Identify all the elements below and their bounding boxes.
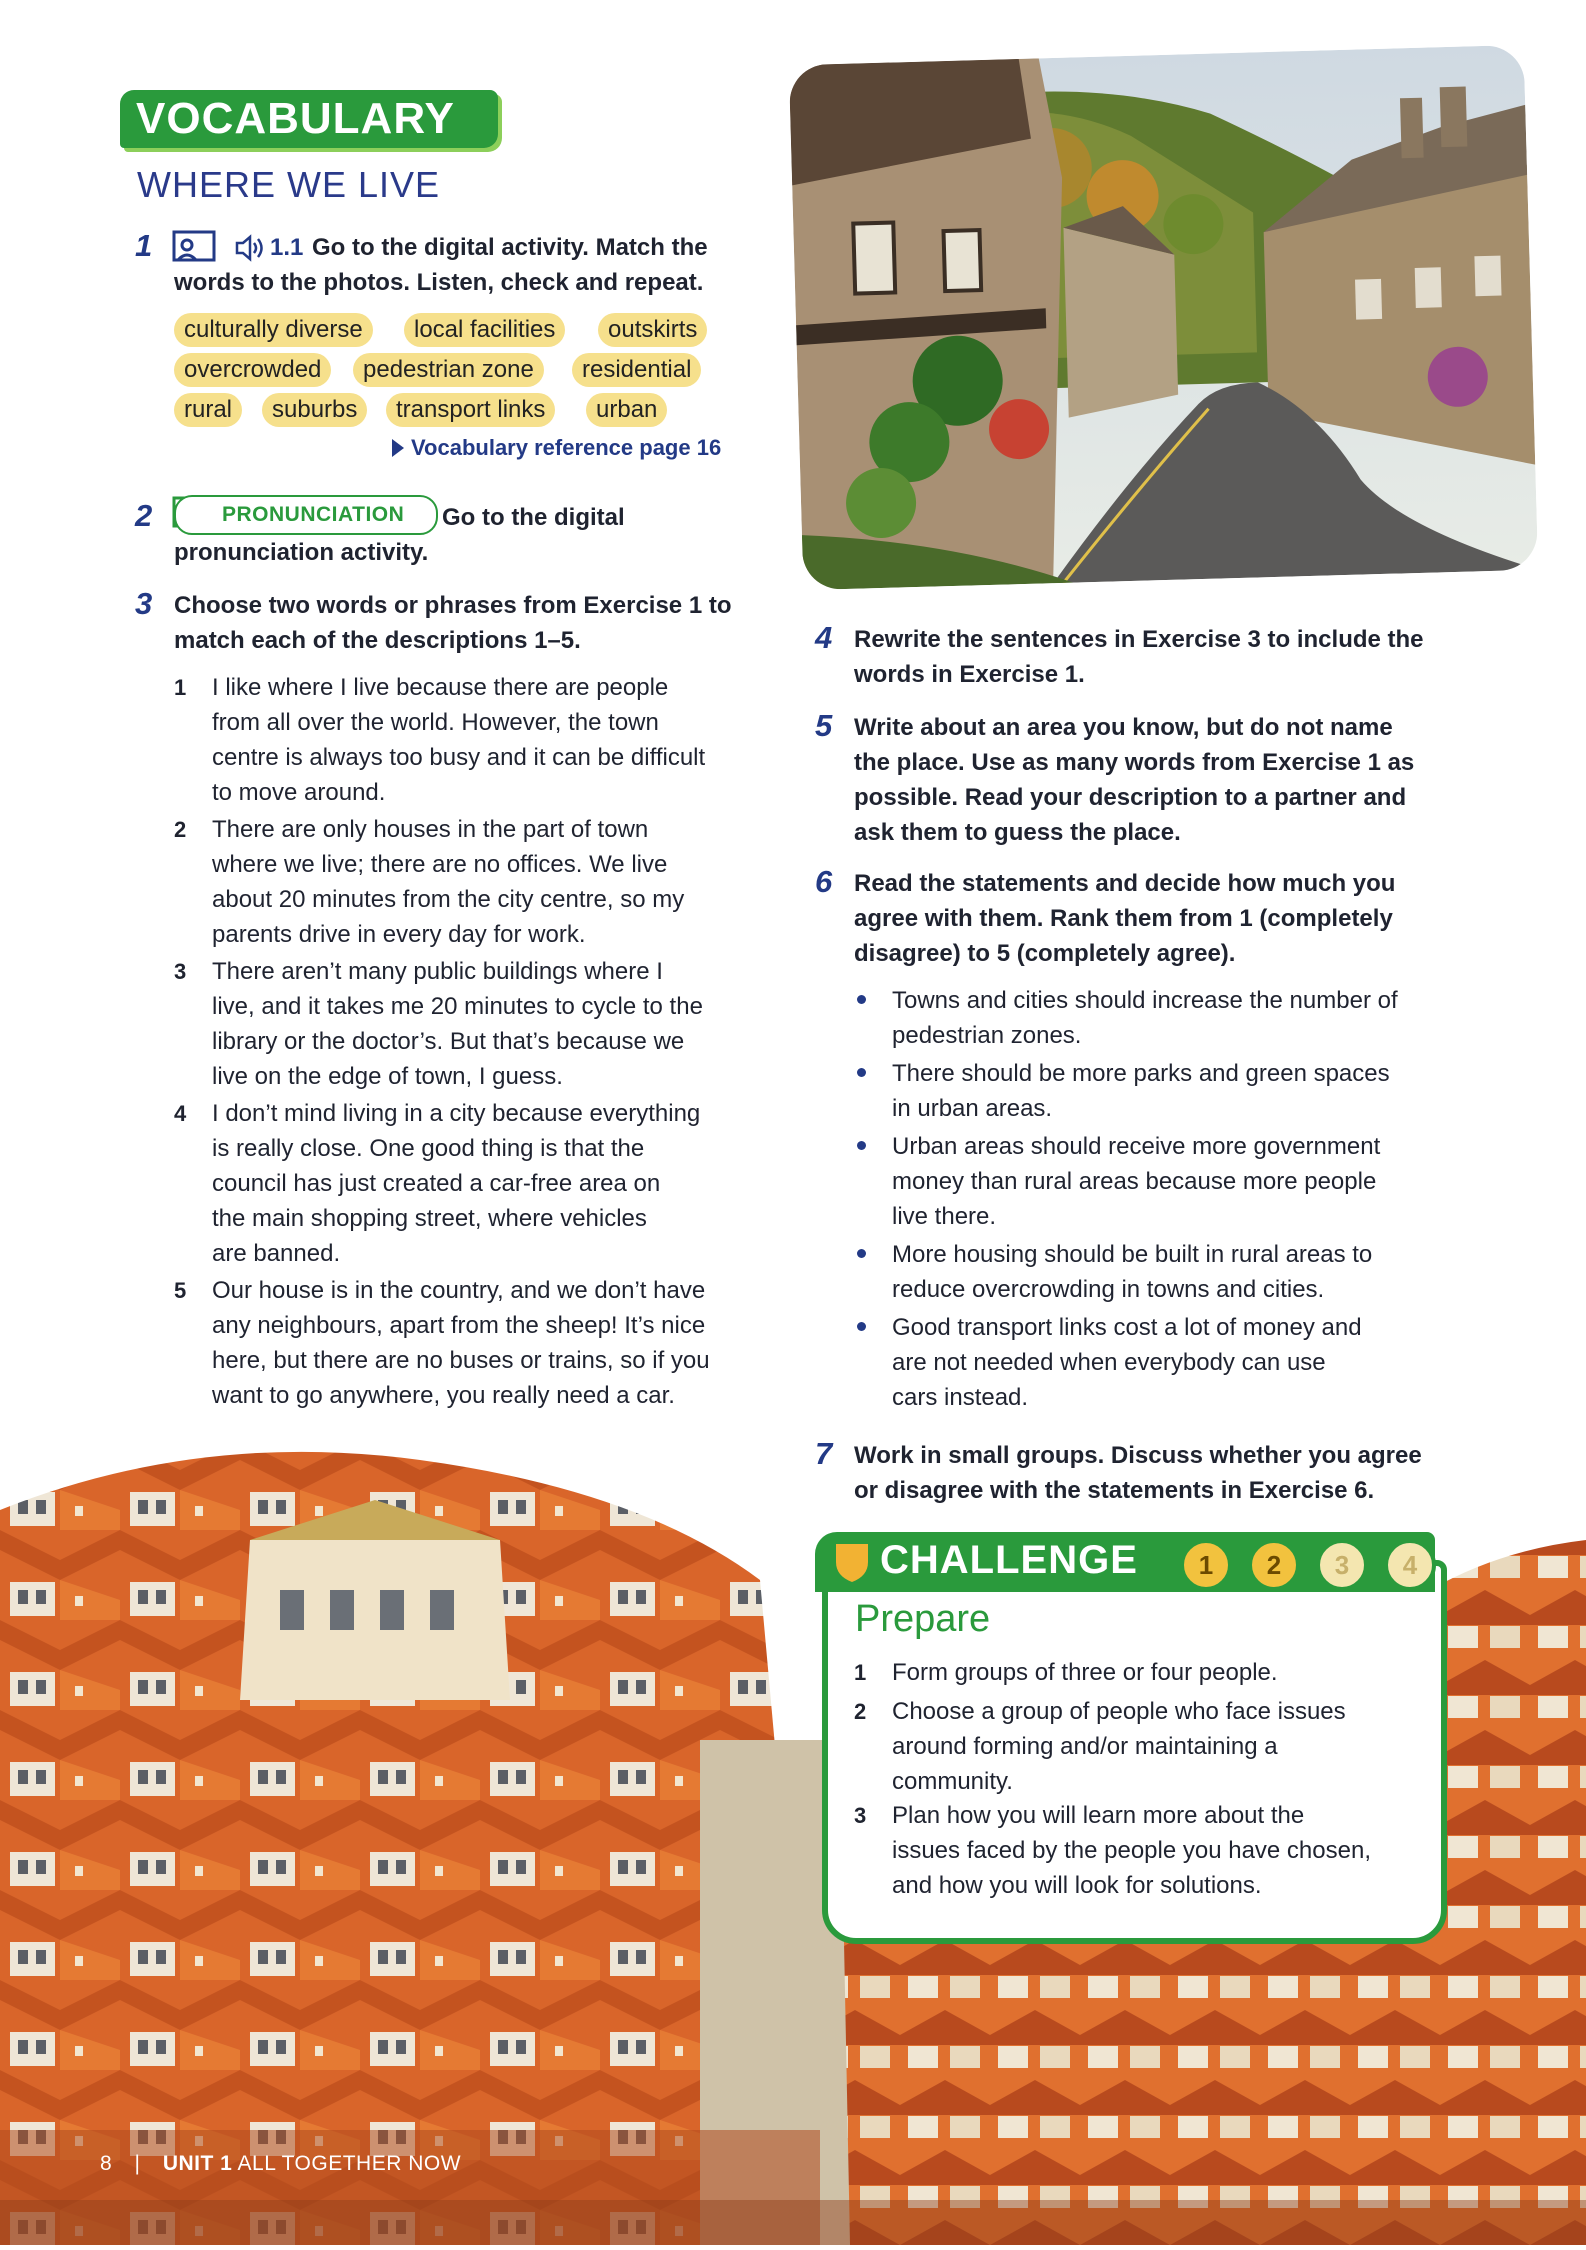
unit-label: UNIT 1: [162, 2152, 233, 2175]
item-number: 2: [174, 817, 187, 842]
item-number: 5: [174, 1278, 187, 1303]
challenge-line: Choose a group of people who face issues: [892, 1698, 1346, 1725]
challenge-line: Form groups of three or four people.: [892, 1659, 1278, 1686]
shield-icon: [832, 1540, 872, 1584]
audio-track-number: 1.1: [270, 234, 304, 261]
vocab-chip[interactable]: suburbs: [262, 393, 367, 427]
description-line: the main shopping street, where vehicles: [212, 1205, 647, 1232]
description-line: parents drive in every day for work.: [212, 921, 586, 948]
statement-line: Good transport links cost a lot of money and: [892, 1314, 1362, 1341]
description-line: here, but there are no buses or trains, so if you: [212, 1347, 710, 1374]
bullet-point: [857, 995, 866, 1004]
vocab-chip[interactable]: overcrowded: [174, 353, 331, 387]
description-line: are banned.: [212, 1240, 341, 1267]
statement-line: Urban areas should receive more government: [892, 1133, 1381, 1160]
exercise-instruction: Go to the digital activity. Match the: [312, 234, 708, 261]
exercise-instruction: disagree) to 5 (completely agree).: [854, 940, 1236, 967]
item-number: 3: [174, 959, 187, 984]
exercise-instruction: match each of the descriptions 1–5.: [174, 627, 581, 654]
vocab-chip[interactable]: residential: [572, 353, 701, 387]
audio-icon[interactable]: [234, 234, 266, 262]
item-number: 1: [854, 1660, 867, 1685]
exercise-instruction: pronunciation activity.: [174, 539, 429, 566]
statement-line: There should be more parks and green spaces: [892, 1060, 1390, 1087]
vocab-chip[interactable]: urban: [586, 393, 667, 427]
description-line: I don’t mind living in a city because everything: [212, 1100, 701, 1127]
description-line: centre is always too busy and it can be difficult: [212, 744, 706, 771]
item-number: 1: [174, 675, 187, 700]
challenge-line: around forming and/or maintaining a: [892, 1733, 1278, 1760]
challenge-line: issues faced by the people you have chosen,: [892, 1837, 1371, 1864]
vocab-chip[interactable]: local facilities: [404, 313, 565, 347]
statement-line: live there.: [892, 1203, 997, 1230]
exercise-number: 5: [815, 708, 833, 743]
bullet-point: [857, 1322, 866, 1331]
description-line: where we live; there are no offices. We live: [212, 851, 668, 878]
statement-line: More housing should be built in rural areas to: [892, 1241, 1373, 1268]
description-line: live on the edge of town, I guess.: [212, 1063, 563, 1090]
pronunciation-badge[interactable]: [174, 495, 438, 535]
exercise-instruction: words in Exercise 1.: [854, 661, 1085, 688]
section-title: WHERE WE LIVE: [137, 164, 441, 205]
description-line: council has just created a car-free area on: [212, 1170, 661, 1197]
exercise-instruction: possible. Read your description to a partner and: [854, 784, 1407, 811]
statement-line: pedestrian zones.: [892, 1022, 1082, 1049]
description-line: I like where I live because there are people: [212, 674, 669, 701]
vocab-chip[interactable]: outskirts: [598, 313, 707, 347]
digital-activity-icon[interactable]: [172, 230, 218, 264]
page-footer: [100, 2152, 461, 2176]
challenge-step: 2: [1248, 1539, 1300, 1591]
exercise-instruction: ask them to guess the place.: [854, 819, 1181, 846]
item-number: 2: [854, 1699, 867, 1724]
exercise-instruction: Rewrite the sentences in Exercise 3 to include the: [854, 626, 1424, 653]
statement-line: are not needed when everybody can use: [892, 1349, 1326, 1376]
unit-title: ALL TOGETHER NOW: [237, 2152, 462, 2175]
challenge-step: 3: [1316, 1539, 1368, 1591]
exercise-instruction: Choose two words or phrases from Exercise 1 to: [174, 592, 732, 619]
vocabulary-reference-link[interactable]: Vocabulary reference page 16: [411, 435, 722, 460]
banner-label: VOCABULARY: [136, 94, 455, 143]
description-line: any neighbours, apart from the sheep! It’s nice: [212, 1312, 706, 1339]
exercise-number: 1: [135, 228, 153, 263]
vocab-chip[interactable]: transport links: [386, 393, 555, 427]
challenge-step: 4: [1384, 1539, 1436, 1591]
statement-line: money than rural areas because more people: [892, 1168, 1377, 1195]
exercise-number: 4: [815, 620, 833, 655]
challenge-line: community.: [892, 1768, 1013, 1795]
exercise-number: 7: [815, 1436, 833, 1471]
arrow-right-icon: [391, 438, 405, 463]
description-line: library or the doctor’s. But that’s because we: [212, 1028, 685, 1055]
bullet-point: [857, 1141, 866, 1150]
description-line: live, and it takes me 20 minutes to cycle to the: [212, 993, 703, 1020]
exercise-number: 2: [135, 498, 153, 533]
vocab-chip[interactable]: rural: [174, 393, 242, 427]
description-line: to move around.: [212, 779, 386, 806]
exercise-instruction: Write about an area you know, but do not name: [854, 714, 1393, 741]
description-line: There aren’t many public buildings where I: [212, 958, 663, 985]
statement-line: in urban areas.: [892, 1095, 1053, 1122]
exercise-instruction: the place. Use as many words from Exercise 1 as: [854, 749, 1415, 776]
description-line: Our house is in the country, and we don’t have: [212, 1277, 706, 1304]
exercise-number: 6: [815, 864, 833, 899]
page-number: 8: [100, 2152, 113, 2175]
exercise-instruction: or disagree with the statements in Exercise 6.: [854, 1477, 1375, 1504]
exercise-instruction: Read the statements and decide how much you: [854, 870, 1396, 897]
description-line: want to go anywhere, you really need a car.: [212, 1382, 675, 1409]
prepare-title: Prepare: [855, 1598, 991, 1640]
vocab-chip[interactable]: culturally diverse: [174, 313, 373, 347]
challenge-step: 1: [1180, 1539, 1232, 1591]
vocab-chip[interactable]: pedestrian zone: [353, 353, 544, 387]
description-line: about 20 minutes from the city centre, so my: [212, 886, 685, 913]
description-line: There are only houses in the part of town: [212, 816, 649, 843]
challenge-title: CHALLENGE: [880, 1538, 1138, 1582]
challenge-line: and how you will look for solutions.: [892, 1872, 1262, 1899]
statement-line: cars instead.: [892, 1384, 1029, 1411]
exercise-instruction: words to the photos. Listen, check and repeat.: [174, 269, 704, 296]
description-line: from all over the world. However, the town: [212, 709, 659, 736]
statement-line: Towns and cities should increase the number of: [892, 987, 1398, 1014]
item-number: 3: [854, 1803, 867, 1828]
bullet-point: [857, 1068, 866, 1077]
footer-divider: |: [134, 2152, 141, 2175]
exercise-instruction: Go to the digital: [442, 504, 625, 531]
vocabulary-banner: [120, 90, 498, 148]
village-street-photo: [789, 45, 1538, 590]
exercise-instruction: agree with them. Rank them from 1 (completely: [854, 905, 1393, 932]
bullet-point: [857, 1249, 866, 1258]
statement-line: reduce overcrowding in towns and cities.: [892, 1276, 1325, 1303]
description-line: is really close. One good thing is that the: [212, 1135, 645, 1162]
challenge-line: Plan how you will learn more about the: [892, 1802, 1305, 1829]
pronunciation-label: PRONUNCIATION: [222, 503, 405, 526]
item-number: 4: [174, 1101, 187, 1126]
exercise-number: 3: [135, 586, 153, 621]
exercise-instruction: Work in small groups. Discuss whether you agree: [854, 1442, 1422, 1469]
